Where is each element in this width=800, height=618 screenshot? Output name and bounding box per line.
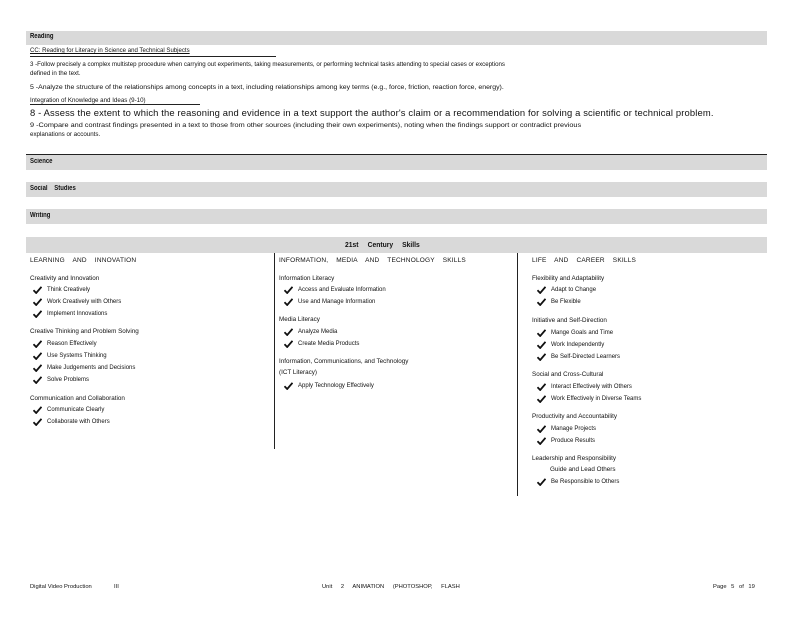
skill-item: Interact Effectively with Others — [537, 383, 632, 391]
skill-item: Be Responsible to Others — [537, 478, 619, 486]
checkmark-icon — [537, 298, 546, 306]
skill-item: Implement Innovations — [33, 310, 107, 318]
checkmark-icon — [33, 352, 42, 360]
skill-item: Be Flexible — [537, 298, 581, 306]
checkmark-icon — [537, 329, 546, 337]
reading-label: Reading — [30, 33, 54, 40]
skill-item: Be Self-Directed Learners — [537, 353, 620, 361]
category-initiative: Initiative and Self-Direction — [532, 317, 607, 324]
checkmark-icon — [537, 353, 546, 361]
category-information-literacy: Information Literacy — [279, 275, 335, 282]
integration-heading: Integration of Knowledge and Ideas (9-10) — [30, 97, 146, 104]
skill-item: Mange Goals and Time — [537, 329, 613, 337]
checkmark-icon — [33, 418, 42, 426]
category-leadership: Leadership and Responsibility — [532, 455, 617, 462]
skill-item: Think Creatively — [33, 286, 90, 294]
skill-item: Access and Evaluate Information — [284, 286, 386, 294]
skill-item: Use and Manage Information — [284, 298, 375, 306]
information-media-title: INFORMATION, MEDIA AND TECHNOLOGY SKILLS — [279, 257, 466, 264]
reading-cc-heading: CC: Reading for Literacy in Science and Technical Subjects — [30, 47, 190, 54]
checkmark-icon — [33, 406, 42, 414]
checkmark-icon — [537, 341, 546, 349]
category-ict-literacy-line2: (ICT Literacy) — [279, 369, 318, 376]
science-band — [26, 155, 767, 170]
checkmark-icon — [284, 340, 293, 348]
category-creativity: Creativity and Innovation — [30, 275, 100, 282]
reading-standard-9a: 9 -Compare and contrast findings presented in a text to those from other sources (including their own experiments), noting when the findings support or contradict previous — [30, 122, 582, 129]
integration-underline — [30, 104, 200, 105]
reading-standard-3a: 3 -Follow precisely a complex multistep procedure when carrying out experiments, taking measurements, or performing technical tasks attending to special cases or exceptions — [30, 61, 505, 68]
footer-unit: Unit 2 ANIMATION (PHOTOSHOP, FLASH — [322, 584, 460, 590]
reading-standard-3b: defined in the text. — [30, 70, 81, 77]
science-label: Science — [30, 158, 53, 165]
footer-page: Page 5 of 19 — [713, 584, 755, 590]
footer-course: Digital Video Production — [30, 584, 92, 590]
skills-title: 21st Century Skills — [345, 240, 420, 249]
skill-item: Work Independently — [537, 341, 604, 349]
checkmark-icon — [284, 382, 293, 390]
skill-item: Apply Technology Effectively — [284, 382, 374, 390]
skill-item: Manage Projects — [537, 425, 596, 433]
skill-item: Work Creatively with Others — [33, 298, 121, 306]
skill-item: Work Effectively in Diverse Teams — [537, 395, 641, 403]
learning-innovation-title: LEARNING AND INNOVATION — [30, 257, 137, 264]
skill-item: Communicate Clearly — [33, 406, 104, 414]
cc-underline — [30, 56, 276, 57]
writing-label: Writing — [30, 212, 51, 219]
checkmark-icon — [33, 286, 42, 294]
skill-item: Create Media Products — [284, 340, 359, 348]
social-studies-band — [26, 182, 767, 197]
column-divider-right — [517, 253, 518, 496]
skill-item: Solve Problems — [33, 376, 89, 384]
checkmark-icon — [33, 376, 42, 384]
checkmark-icon — [537, 437, 546, 445]
writing-band — [26, 209, 767, 224]
column-divider-left — [274, 253, 275, 449]
checkmark-icon — [537, 383, 546, 391]
skill-item: Produce Results — [537, 437, 595, 445]
skill-item: Use Systems Thinking — [33, 352, 107, 360]
skill-item: Collaborate with Others — [33, 418, 110, 426]
category-leadership-line2: Guide and Lead Others — [550, 466, 616, 473]
checkmark-icon — [537, 425, 546, 433]
reading-header-band — [26, 31, 767, 45]
checkmark-icon — [33, 310, 42, 318]
checkmark-icon — [284, 286, 293, 294]
skill-item: Adapt to Change — [537, 286, 596, 294]
reading-standard-9b: explanations or accounts. — [30, 131, 101, 138]
skill-item: Make Judgements and Decisions — [33, 364, 135, 372]
checkmark-icon — [33, 340, 42, 348]
category-productivity: Productivity and Accountability — [532, 413, 618, 420]
skill-item: Analyze Media — [284, 328, 337, 336]
checkmark-icon — [537, 286, 546, 294]
category-social-cross-cultural: Social and Cross-Cultural — [532, 371, 604, 378]
category-flexibility: Flexibility and Adaptability — [532, 275, 605, 282]
skill-item: Reason Effectively — [33, 340, 97, 348]
checkmark-icon — [537, 478, 546, 486]
reading-standard-5: 5 -Analyze the structure of the relationships among concepts in a text, including relationships among key terms (e.g., force, friction, reaction force, energy). — [30, 84, 504, 91]
category-communication: Communication and Collaboration — [30, 395, 125, 402]
category-ict-literacy: Information, Communications, and Technology — [279, 358, 409, 365]
category-media-literacy: Media Literacy — [279, 316, 320, 323]
reading-standard-8: 8 - Assess the extent to which the reasoning and evidence in a text support the author's claim or a recommendation for solving a scientific or technical problem. — [30, 107, 714, 118]
category-creative-thinking: Creative Thinking and Problem Solving — [30, 328, 139, 335]
life-career-title: LIFE AND CAREER SKILLS — [532, 257, 637, 264]
checkmark-icon — [284, 298, 293, 306]
social-studies-label: Social Studies — [30, 185, 76, 192]
checkmark-icon — [33, 298, 42, 306]
checkmark-icon — [537, 395, 546, 403]
checkmark-icon — [33, 364, 42, 372]
checkmark-icon — [284, 328, 293, 336]
footer-level: III — [114, 584, 119, 590]
